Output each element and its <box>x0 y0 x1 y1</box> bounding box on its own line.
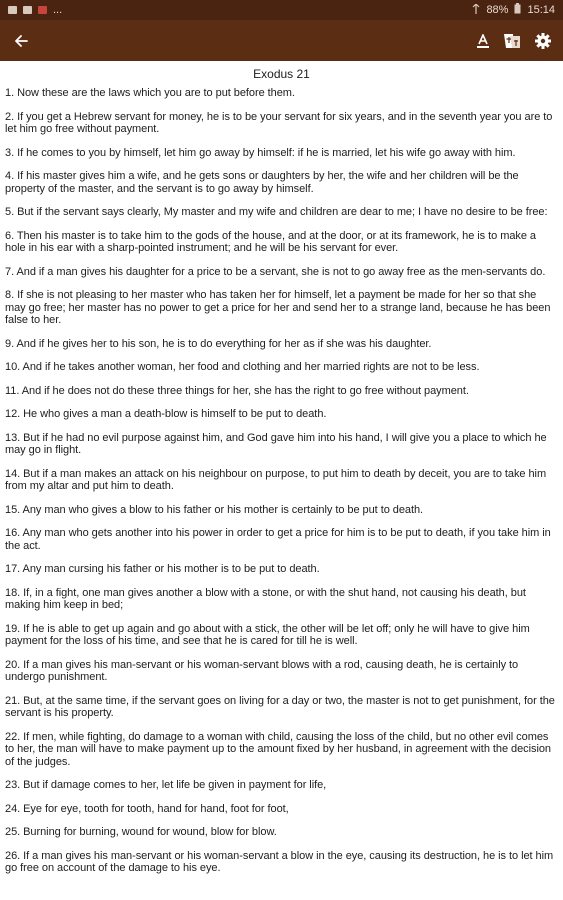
verse[interactable]: 10. And if he takes another woman, her food and clothing and her married rights are not to be less. <box>5 361 480 373</box>
verse[interactable]: 20. If a man gives his man-servant or his woman-servant blows with a rod, causing death, he is certainly to undergo punishment. <box>5 658 519 683</box>
verse[interactable]: 9. And if he gives her to his son, he is to do everything for her as if she was his daughter. <box>5 337 432 350</box>
verse[interactable]: 25. Burning for burning, wound for wound, blow for blow. <box>5 826 277 838</box>
verse[interactable]: 1. Now these are the laws which you are to put before them. <box>5 87 295 99</box>
verse[interactable]: 22. If men, while fighting, do damage to a woman with child, causing the loss of the child, but no other evil comes to her, the man will have to make payment up to the amount fixed by her husband, in agreement with the decision of the judges. <box>5 730 551 768</box>
status-right <box>472 3 555 17</box>
battery-percent: 88% <box>486 4 509 16</box>
verse[interactable]: 3. If he comes to you by himself, let him go away by himself: if he is married, let his wife go away with him. <box>5 146 516 159</box>
status-left <box>8 4 62 16</box>
verse[interactable]: 4. If his master gives him a wife, and he gets sons or daughters by her, the wife and her children will be the property of the master, and the servant is to go away by himself. <box>5 170 519 195</box>
verse[interactable]: 12. He who gives a man a death-blow is himself to be put to death. <box>5 408 327 420</box>
signal-icon <box>472 4 480 17</box>
translate-icon[interactable] <box>503 33 521 49</box>
download-notification-icon <box>23 6 32 14</box>
gear-icon[interactable] <box>535 33 551 49</box>
verse[interactable]: 11. And if he does not do these three things for her, she has the right to go free without payment. <box>5 384 469 397</box>
battery-icon <box>514 3 521 17</box>
verse[interactable]: 21. But, at the same time, if the servant goes on living for a day or two, the master is not to get punishment, for the servant is his property. <box>5 694 555 719</box>
verse[interactable]: 16. Any man who gets another into his power in order to get a price for him is to be put to death, if you take him in the act. <box>5 527 551 552</box>
clock: 15:14 <box>527 4 555 16</box>
verse[interactable]: 13. But if he had no evil purpose against him, and God gave him into his hand, I will give you a place to which he may go in flight. <box>5 431 547 456</box>
text-format-icon[interactable] <box>477 34 489 48</box>
verse[interactable]: 23. But if damage comes to her, let life be given in payment for life, <box>5 779 327 791</box>
verse[interactable]: 26. If a man gives his man-servant or his woman-servant a blow in the eye, causing its destruction, he is to let him go free on account of the damage to his eye. <box>5 849 554 874</box>
verse[interactable]: 18. If, in a fight, one man gives another a blow with a stone, or with the shut hand, not causing his death, but making him keep in bed; <box>5 586 526 611</box>
verse[interactable]: 14. But if a man makes an attack on his neighbour on purpose, to put him to death by deceit, you are to take him from my altar and put him to death. <box>5 467 547 492</box>
verse[interactable]: 8. If she is not pleasing to her master who has taken her for himself, let a payment be made for her so that she may go free; her master has no power to get a price for her and send her to a strange land, because he has been false to her. <box>5 289 551 326</box>
arrow-back-icon[interactable] <box>14 34 28 48</box>
more-notifications-dots: ... <box>53 4 63 16</box>
verse-list <box>5 87 558 875</box>
app-notification-icon <box>38 6 47 14</box>
verse[interactable]: 7. And if a man gives his daughter for a price to be a servant, she is not to go away free as the men-servants do. <box>5 265 546 278</box>
verse[interactable]: 24. Eye for eye, tooth for tooth, hand for hand, foot for foot, <box>5 802 289 815</box>
verse[interactable]: 5. But if the servant says clearly, My master and my wife and children are dear to me; I have no desire to be free: <box>5 206 548 218</box>
verse[interactable]: 19. If he is able to get up again and go about with a stick, the other will be let off; only he will have to give him payment for the loss of his time, and see that he is cared for till he is well. <box>5 622 530 647</box>
verse[interactable]: 2. If you get a Hebrew servant for money, he is to be your servant for six years, and in the seventh year you are to let him go free without payment. <box>5 110 553 135</box>
chapter-title: Exodus 21 <box>253 67 310 81</box>
app-bar <box>0 20 563 61</box>
chapter-content <box>0 61 563 875</box>
app-bar-actions <box>477 33 551 49</box>
gallery-notification-icon <box>8 6 17 14</box>
verse[interactable]: 15. Any man who gives a blow to his father or his mother is certainly to be put to death. <box>5 503 424 516</box>
status-bar <box>0 0 563 20</box>
verse[interactable]: 17. Any man cursing his father or his mother is to be put to death. <box>5 563 320 575</box>
verse[interactable]: 6. Then his master is to take him to the gods of the house, and at the door, or at its framework, he is to make a hole in his ear with a sharp-pointed instrument; and he will be his servant for ever. <box>5 229 536 254</box>
